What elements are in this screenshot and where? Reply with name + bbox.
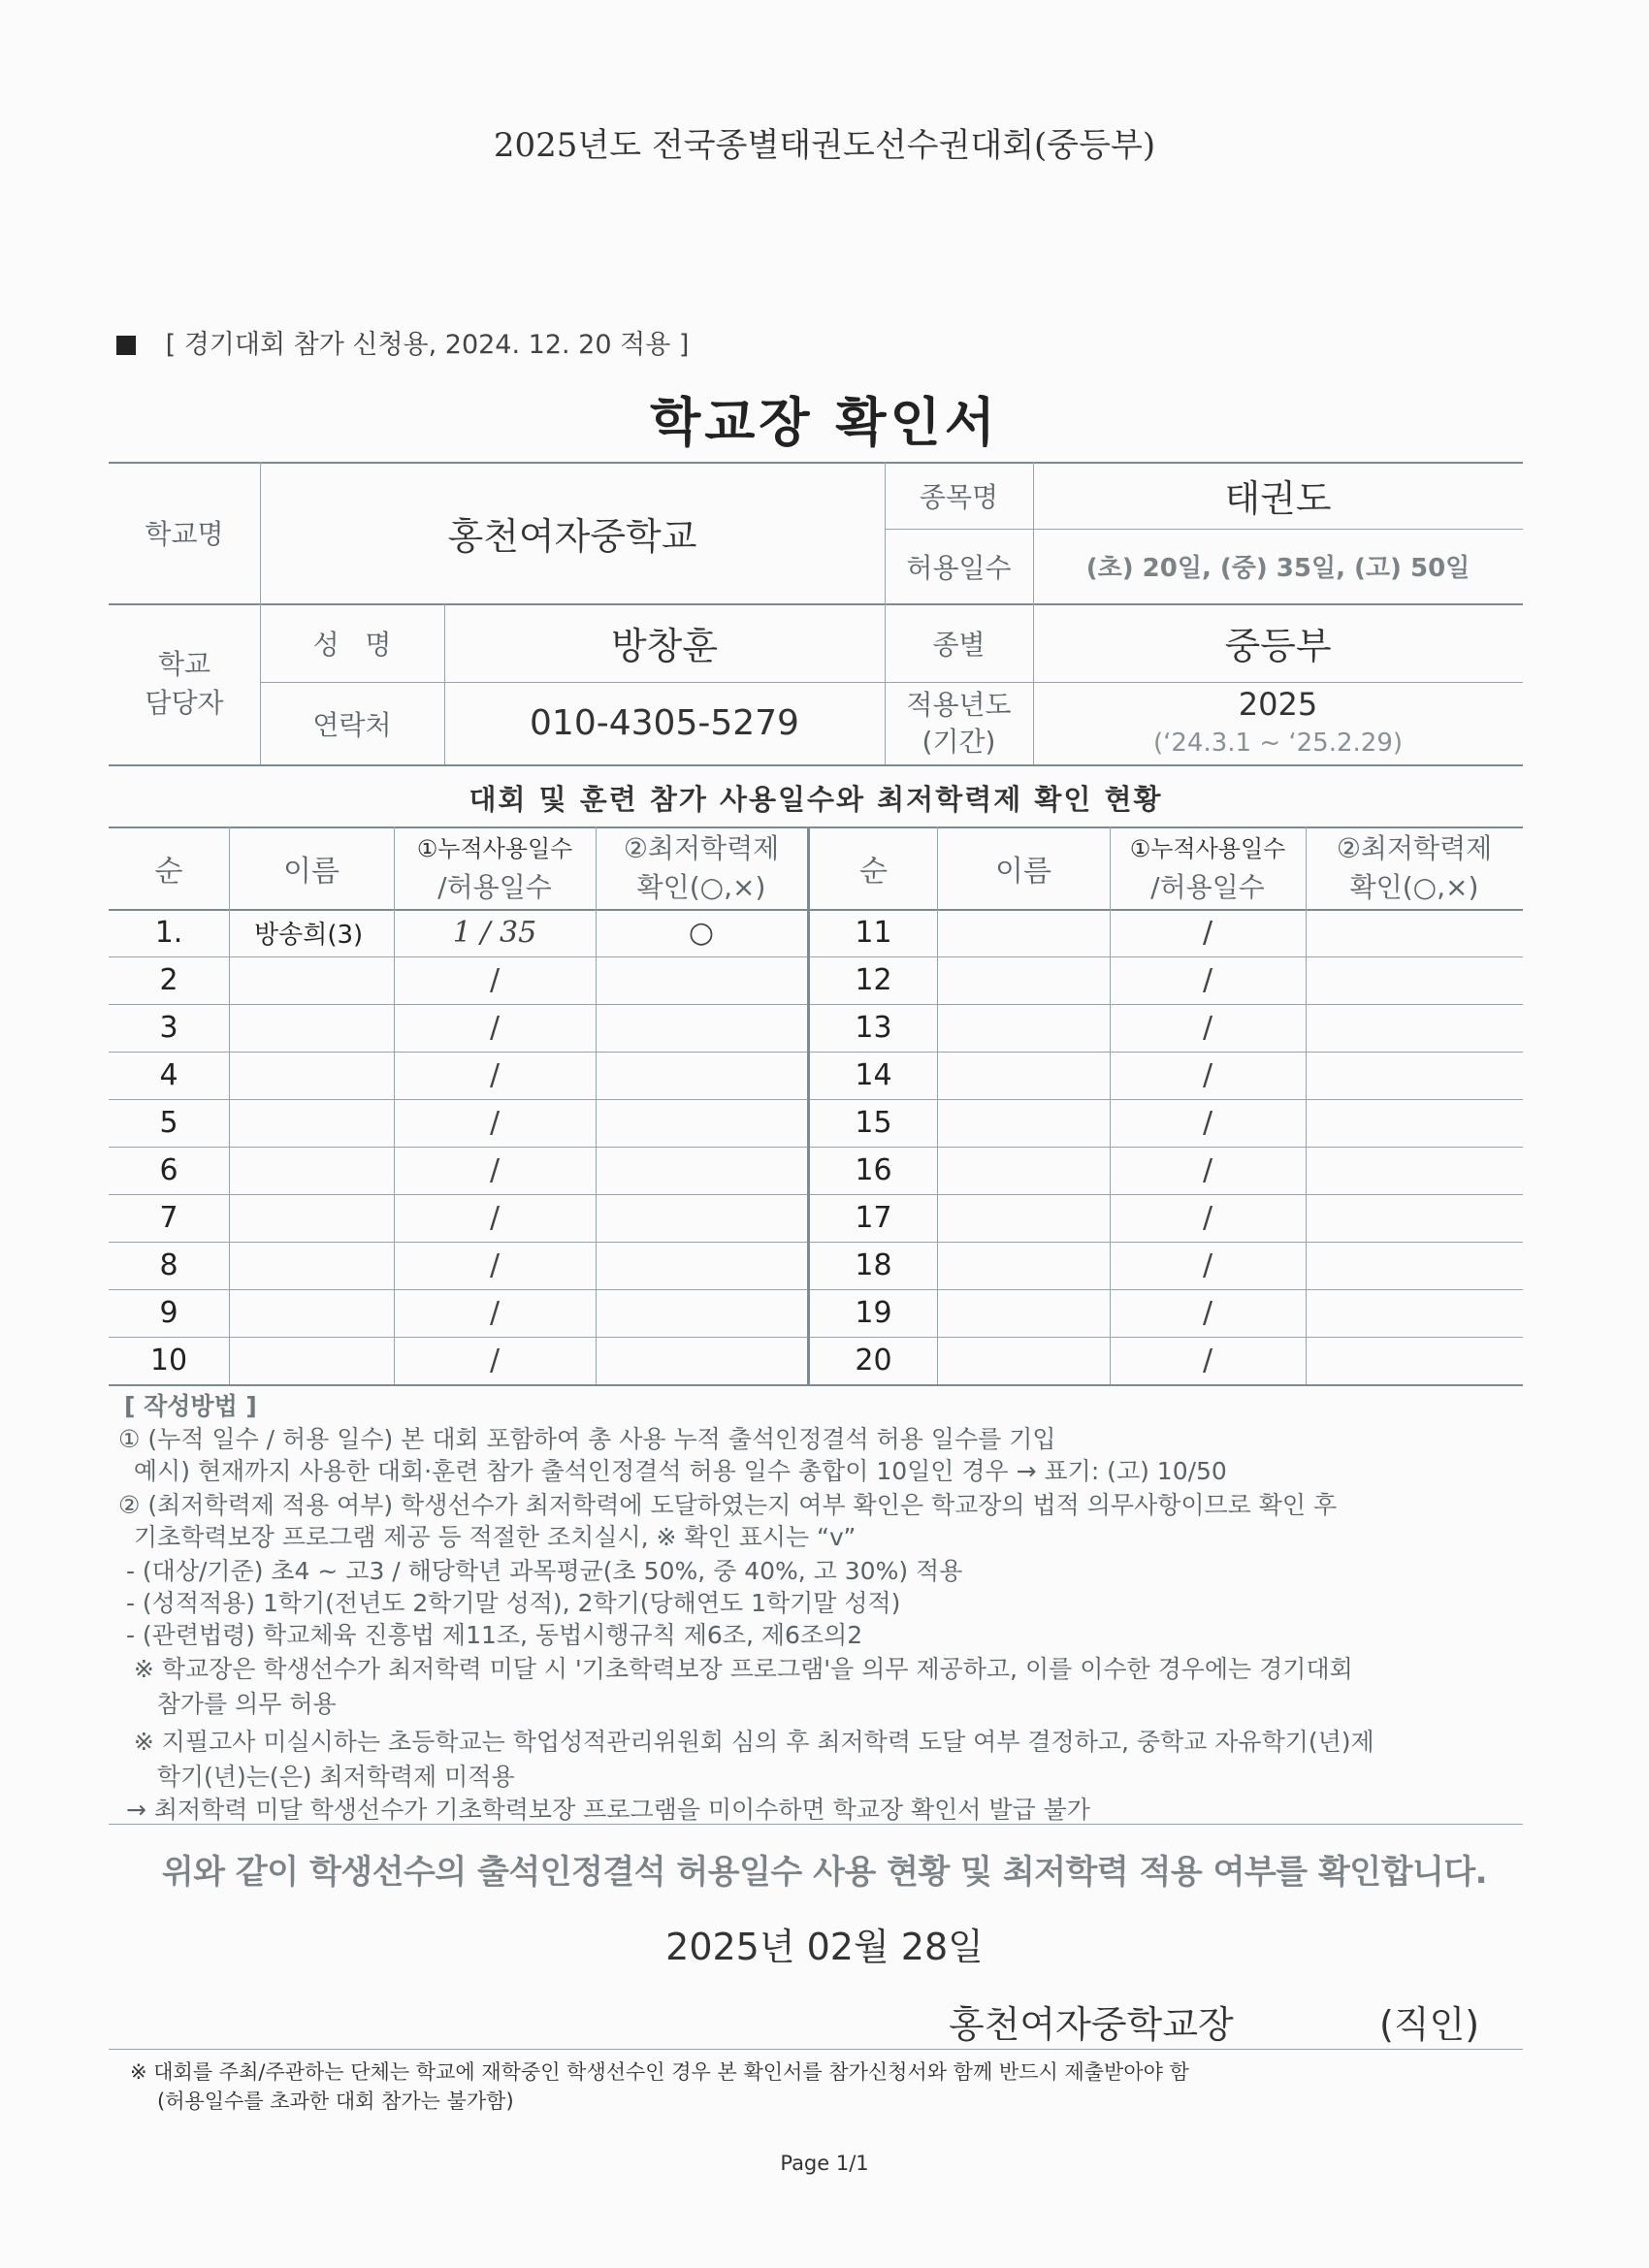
row-check-right (1306, 1147, 1523, 1194)
header-no-right: 순 (859, 854, 888, 889)
event-title: 2025년도 전국종별태권도선수권대회(중등부) (493, 126, 1156, 165)
row-name-left (229, 1337, 394, 1384)
row-number-right: 13 (855, 1011, 892, 1045)
sport-value: 태권도 (1224, 477, 1332, 520)
header-days-right-line2: /허용일수 (1150, 870, 1265, 903)
period-value: (‘24.3.1 ~ ‘25.2.29) (1152, 728, 1404, 758)
page-footer: Page 1/1 (780, 2152, 869, 2175)
footnote-2: (허용일수를 초과한 대회 참가는 불가함) (157, 2090, 514, 2113)
row-number-right: 14 (855, 1058, 892, 1092)
header-days-right-line1: ①누적사용일수 (1129, 834, 1286, 862)
year-label-line2: (기간) (922, 725, 996, 758)
square-bullet-icon (116, 336, 136, 355)
table-title: 대회 및 훈련 참가 사용일수와 최저학력제 확인 현황 (469, 783, 1163, 816)
row-name-right (937, 1242, 1110, 1289)
form-tag: [ 경기대회 참가 신청용, 2024. 12. 20 적용 ] (165, 330, 690, 360)
instruction-line: ① (누적 일수 / 허용 일수) 본 대회 포함하여 총 사용 누적 출석인정결석 허용 일수를 기입 (118, 1425, 1056, 1453)
row-days-left: 1 / 35 (452, 916, 537, 950)
phone-label: 연락처 (312, 708, 392, 741)
form-title: 학교장 확인서 (650, 392, 999, 453)
row-name-left (229, 1289, 394, 1337)
row-number-left: 4 (159, 1058, 178, 1092)
row-days-left: / (489, 1106, 501, 1140)
row-name-right (937, 1289, 1110, 1337)
row-number-right: 15 (855, 1106, 892, 1140)
row-check-right (1306, 956, 1523, 1004)
row-days-right: / (1202, 1296, 1213, 1330)
name-label: 성 명 (312, 628, 392, 661)
row-name-right (937, 1337, 1110, 1384)
row-days-right: / (1202, 916, 1213, 950)
instruction-line: - (성적적용) 1학기(전년도 2학기말 성적), 2학기(당해연도 1학기말 성적) (118, 1589, 901, 1617)
header-name-right: 이름 (995, 854, 1051, 889)
row-check-right (1306, 1194, 1523, 1242)
instruction-line: - (대상/기준) 초4 ~ 고3 / 해당학년 과목평균(초 50%, 중 40%, 고 30%) 적용 (118, 1557, 963, 1585)
principal: 홍천여자중학교장 (949, 2003, 1234, 2046)
row-days-right: / (1202, 963, 1213, 997)
contact-group-label-line1: 학교 (157, 648, 211, 680)
row-name-right (937, 1099, 1110, 1147)
year-label-line1: 적용년도 (906, 688, 1012, 721)
row-days-right: / (1202, 1153, 1213, 1187)
row-days-left: / (489, 1248, 501, 1282)
row-number-left: 5 (159, 1106, 178, 1140)
instruction-line: - (관련법령) 학교체육 진흥법 제11조, 동법시행규칙 제6조, 제6조의2 (118, 1621, 863, 1649)
row-check-left (596, 1004, 807, 1052)
row-number-right: 18 (855, 1248, 892, 1282)
row-days-right: / (1202, 1344, 1213, 1377)
row-check-left (596, 1099, 807, 1147)
row-number-right: 12 (855, 963, 892, 997)
row-days-left: / (489, 1344, 501, 1377)
instruction-line: 학기(년)는(은) 최저학력제 미적용 (118, 1763, 515, 1791)
row-number-left: 6 (159, 1153, 178, 1187)
row-check-left (596, 1194, 807, 1242)
row-days-left: / (489, 1153, 501, 1187)
row-number-left: 9 (159, 1296, 178, 1330)
date: 2025년 02월 28일 (665, 1926, 984, 1968)
row-number-left: 8 (159, 1248, 178, 1282)
row-name-right (937, 1194, 1110, 1242)
row-name-left (229, 1004, 394, 1052)
header-no: 순 (154, 854, 183, 889)
instruction-line: → 최저학력 미달 학생선수가 기초학력보장 프로그램을 미이수하면 학교장 확인서 발급 불가 (118, 1796, 1090, 1824)
header-check-right (1306, 826, 1523, 909)
row-name-left (229, 956, 394, 1004)
header-check (596, 826, 807, 909)
year-value-text: 2025 (1238, 685, 1318, 723)
header-check-line1: ②최저학력제 (623, 831, 780, 864)
row-check-left (596, 1242, 807, 1289)
row-days-left: / (489, 963, 501, 997)
row-name-right (937, 1052, 1110, 1099)
row-name-left (229, 1194, 394, 1242)
row-check-left (596, 956, 807, 1004)
division-value: 중등부 (1224, 625, 1332, 667)
row-days-right: / (1202, 1201, 1213, 1235)
instruction-line: ※ 지필고사 미실시하는 초등학교는 학업성적관리위원회 심의 후 최저학력 도달 여부 결정하고, 중학교 자유학기(년)제 (118, 1728, 1374, 1756)
confirmation-text: 위와 같이 학생선수의 출석인정결석 허용일수 사용 현황 및 최저학력 적용 여부를 확인합니다. (161, 1853, 1488, 1892)
header-check-right-line1: ②최저학력제 (1336, 831, 1493, 864)
row-number-right: 16 (855, 1153, 892, 1187)
row-check-left (596, 1052, 807, 1099)
row-check-left (596, 1289, 807, 1337)
header-name: 이름 (283, 854, 340, 889)
row-number-right: 20 (855, 1344, 892, 1377)
allowed-days-value: (초) 20일, (중) 35일, (고) 50일 (1085, 554, 1471, 583)
row-number-right: 11 (855, 916, 892, 950)
row-days-right: / (1202, 1248, 1213, 1282)
row-days-right: / (1202, 1058, 1213, 1092)
footnote-1: ※ 대회를 주최/주관하는 단체는 학교에 재학중인 학생선수인 경우 본 확인서를 참가신청서와 함께 반드시 제출받아야 함 (130, 2060, 1189, 2084)
row-check-left (596, 1337, 807, 1384)
row-days-left: / (489, 1201, 501, 1235)
row-check-left (596, 1147, 807, 1194)
instruction-line: 기초학력보장 프로그램 제공 등 적절한 조치실시, ※ 확인 표시는 “v” (118, 1523, 857, 1551)
header-days-right (1110, 826, 1306, 909)
row-days-right: / (1202, 1011, 1213, 1045)
row-days-left: / (489, 1058, 501, 1092)
year-value (1033, 682, 1523, 764)
contact-group-label-line2: 담당자 (145, 687, 224, 719)
instruction-line: ② (최저학력제 적용 여부) 학생선수가 최저학력에 도달하였는지 여부 확인은 학교장의 법적 의무사항이므로 확인 후 (118, 1491, 1338, 1519)
header-check-line2: 확인(○,×) (636, 870, 766, 903)
row-number-right: 17 (855, 1201, 892, 1235)
instruction-line: ※ 학교장은 학생선수가 최저학력 미달 시 '기초학력보장 프로그램'을 의무 제공하고, 이를 이수한 경우에는 경기대회 (118, 1655, 1353, 1683)
row-check-right (1306, 1337, 1523, 1384)
row-check-right (1306, 1052, 1523, 1099)
row-check-right (1306, 1242, 1523, 1289)
row-name-left (229, 1052, 394, 1099)
name-value: 방창훈 (610, 625, 719, 667)
row-name-right (937, 1004, 1110, 1052)
school-value: 홍천여자중학교 (447, 514, 697, 558)
instruction-line: 예시) 현재까지 사용한 대회·훈련 참가 출석인정결석 허용 일수 총합이 10일인 경우 → 표기: (고) 10/50 (118, 1457, 1227, 1485)
row-check-right (1306, 909, 1523, 956)
year-label (885, 682, 1033, 764)
row-number-left: 10 (149, 1344, 188, 1377)
row-number-left: 7 (159, 1201, 178, 1235)
row-name-right (937, 956, 1110, 1004)
row-name-left (229, 1147, 394, 1194)
row-days-right: / (1202, 1106, 1213, 1140)
instructions-heading: [ 작성방법 ] (124, 1392, 257, 1420)
header-days-line1: ①누적사용일수 (416, 834, 573, 862)
row-name-right (937, 1147, 1110, 1194)
row-check-right (1306, 1099, 1523, 1147)
phone-value: 010-4305-5279 (530, 703, 799, 743)
row-check-left: ○ (688, 916, 715, 950)
row-name-right (937, 909, 1110, 956)
header-days-line2: /허용일수 (437, 870, 552, 903)
header-check-right-line2: 확인(○,×) (1349, 870, 1479, 903)
row-days-left: / (489, 1011, 501, 1045)
row-number-left: 1. (154, 916, 183, 950)
row-number-left: 3 (159, 1011, 178, 1045)
row-name-left (229, 1242, 394, 1289)
header-days (394, 826, 596, 909)
row-name-left: 방송희(3) (254, 921, 364, 950)
division-label: 종별 (932, 628, 986, 661)
allowed-days-label: 허용일수 (906, 551, 1012, 584)
sport-label: 종목명 (919, 480, 999, 513)
row-check-right (1306, 1289, 1523, 1337)
row-number-left: 2 (159, 963, 178, 997)
row-number-right: 19 (855, 1296, 892, 1330)
row-check-right (1306, 1004, 1523, 1052)
seal: (직인) (1379, 2003, 1480, 2046)
form-tag-row (116, 323, 689, 361)
row-days-left: / (489, 1296, 501, 1330)
instruction-line: 참가를 의무 허용 (118, 1690, 337, 1718)
school-label: 학교명 (145, 518, 224, 550)
contact-group-label (109, 603, 260, 764)
row-name-left (229, 1099, 394, 1147)
